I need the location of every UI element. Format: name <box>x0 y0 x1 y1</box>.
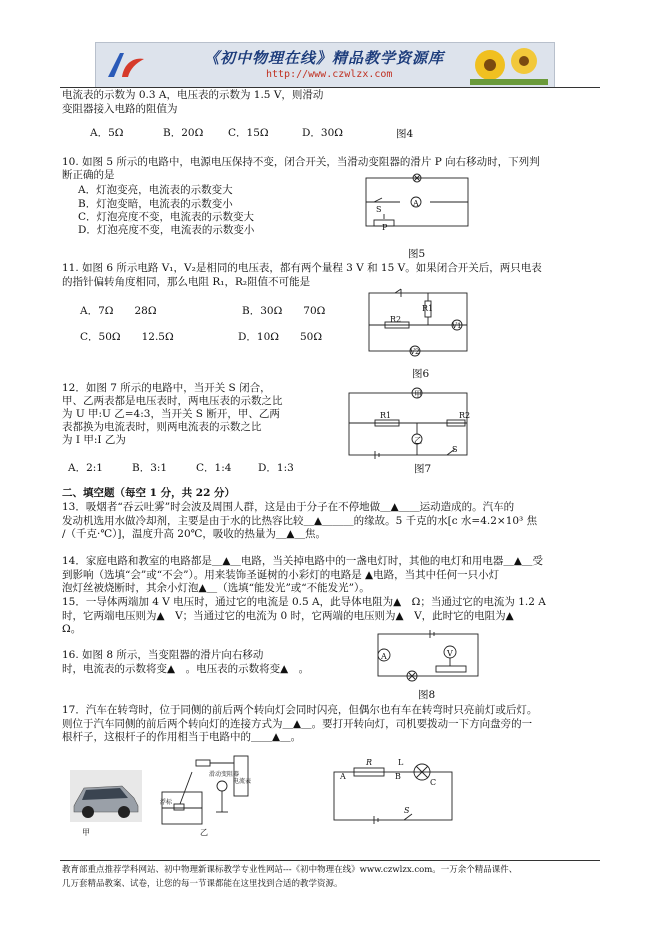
q10-option-b: B．灯泡变暗，电流表的示数变小 <box>78 198 233 210</box>
q9-option-d: D．30Ω <box>302 127 343 139</box>
footer-rule <box>60 860 600 861</box>
q17-line2: 则位于汽车同侧的前后两个转向灯的连接方式为＿▲＿。要打开转向灯，司机要拨动一下方向盘旁的一 <box>62 718 533 730</box>
q14-line1: 14．家庭电路和教室的电路都是＿▲＿电路，当关掉电路中的一盏电灯时，其他的电灯和用电器＿▲＿受 <box>62 555 544 567</box>
fig5-caption: 图5 <box>408 248 426 260</box>
fuel-gauge-float-label: 浮标 <box>160 799 173 806</box>
q13-line3: /（千克·℃）]，温度升高 20℃，吸收的热量为＿▲＿焦。 <box>62 528 326 540</box>
fig9-b-label: B <box>395 772 401 781</box>
fig5-ammeter-label: A <box>413 199 419 208</box>
q11-option-a: A．7Ω 28Ω <box>80 305 157 317</box>
fig8-caption: 图8 <box>418 689 436 701</box>
fig7-r1-label: R1 <box>380 411 392 420</box>
q12-option-c: C．1:4 <box>196 462 232 474</box>
q10-option-d: D．灯泡亮度不变，电流表的示数变小 <box>78 224 255 236</box>
q12-line3: 为 U 甲:U 乙=4:3，当开关 S 断开，甲、乙两 <box>62 408 280 420</box>
q11-line1: 11. 如图 6 所示电路 V₁，V₂是相同的电压表，都有两个量程 3 V 和 15 V。如果闭合开关后，两只电表 <box>62 262 542 274</box>
fig-jia-caption: 甲 <box>82 828 90 837</box>
fig6-caption: 图6 <box>412 368 430 380</box>
q9-option-a: A．5Ω <box>90 127 124 139</box>
q10-line1: 10. 如图 5 所示的电路中，电源电压保持不变，闭合开关，当滑动变阻器的滑片 P 向右移动时，下列判 <box>62 156 540 168</box>
section-heading-fill-in: 二、填空题（每空 1 分，共 22 分） <box>62 487 236 499</box>
q11-option-b: B．30Ω 70Ω <box>242 305 326 317</box>
q12-option-a: A．2:1 <box>68 462 103 474</box>
fig8-ammeter-label: A <box>381 652 387 661</box>
fig7-caption: 图7 <box>414 463 432 475</box>
q9-line2: 变阻器接入电路的阻值为 <box>62 103 178 115</box>
q17-line1: 17．汽车在转弯时，位于同侧的前后两个转向灯会同时闪亮，但偶尔也有车在转弯时只亮前灯或后灯。 <box>62 704 538 716</box>
fig8-circuit-diagram <box>370 628 485 683</box>
fig4-caption: 图4 <box>396 128 414 140</box>
banner-title: 《初中物理在线》精品教学资源库 <box>204 49 445 67</box>
fig7-r2-label: R2 <box>459 411 471 420</box>
fig5-slider-label: P <box>382 223 388 232</box>
fig6-r1-label: R1 <box>422 304 434 313</box>
fig7-switch-label: S <box>452 445 458 454</box>
banner-url: http://www.czwlzx.com <box>266 69 393 80</box>
fuel-gauge-diagram <box>150 752 260 837</box>
q16-line1: 16. 如图 8 所示，当变阻器的滑片向右移动 <box>62 649 264 661</box>
fig-yi-caption: 乙 <box>200 828 208 837</box>
q9-line1: 电流表的示数为 0.3 A，电压表的示数为 1.5 V，则滑动 <box>62 89 324 101</box>
q14-line2: 到影响（选填“会”或“不会”）。用来装饰圣诞树的小彩灯的电路是 ▲电路，当其中任何一只小灯 <box>62 569 500 581</box>
fuel-gauge-ammeter-label: 电流表 <box>233 778 252 785</box>
fig6-v2-label: V2 <box>410 348 420 356</box>
site-logo-icon <box>104 49 148 81</box>
fig9-l-label: L <box>398 758 404 767</box>
fig8-voltmeter-label: V <box>447 649 453 658</box>
q15-line3: Ω。 <box>62 623 82 635</box>
fig9-circuit-diagram <box>330 750 460 825</box>
q12-option-d: D．1:3 <box>258 462 294 474</box>
q14-line3: 泡灯丝被烧断时，其余小灯泡▲＿（选填“能发光”或“不能发光”）。 <box>62 582 370 594</box>
fig9-c-label: C <box>430 778 437 787</box>
q15-line1: 15．一导体两端加 4 V 电压时，通过它的电流是 0.5 A，此导体电阻为▲ Ω；当通过它的电流为 1.2 A <box>62 596 546 608</box>
q10-option-a: A．灯泡变亮，电流表的示数变大 <box>78 184 233 196</box>
q12-line2: 甲、乙两表都是电压表时，两电压表的示数之比 <box>62 395 283 407</box>
q10-line2: 断正确的是 <box>62 169 115 181</box>
q15-line2: 时，它两端电压则为▲ V；当通过它的电流为 0 时，它两端的电压则为▲ V，此时它的电阻为▲ <box>62 610 514 622</box>
fig7-jia-label: 甲 <box>414 390 422 399</box>
q9-option-b: B．20Ω <box>163 127 204 139</box>
sunflower-icon <box>470 45 548 85</box>
fig6-v1-label: V1 <box>452 322 462 330</box>
q12-line4: 表都换为电流表时，则两电流表的示数之比 <box>62 421 262 433</box>
footer-line2: 几万套精品教案、试卷，让您的每一节课都能在这里找到合适的教学资源。 <box>62 879 343 889</box>
fig6-r2-label: R2 <box>390 315 402 324</box>
q12-option-b: B．3:1 <box>132 462 168 474</box>
header-rule <box>60 87 600 88</box>
q11-option-c: C．50Ω 12.5Ω <box>80 331 174 343</box>
footer-line1: 教育部重点推荐学科网站、初中物理新课标教学专业性网站---《初中物理在线》www.czwlzx.com。一万余个精品课件、 <box>62 865 518 875</box>
q16-line2: 时，电流表的示数将变▲ 。电压表的示数将变▲ 。 <box>62 663 310 675</box>
q9-option-c: C．15Ω <box>228 127 269 139</box>
car-photo-icon <box>70 770 142 822</box>
q12-line5: 为 I 甲:I 乙为 <box>62 434 126 446</box>
fig9-s-label: S <box>404 806 410 815</box>
fig9-r-label: R <box>366 758 373 767</box>
q13-line2: 发动机选用水做冷却剂，主要是由于水的比热容比较＿▲＿＿＿的缘故。5 千克的水[c 水=4.2×10³ 焦 <box>62 515 538 527</box>
fuel-gauge-slide-label: 滑动变阻器 <box>209 771 240 778</box>
fig5-switch-label: S <box>376 205 382 214</box>
q17-line3: 根杆子，这根杆子的作用相当于电路中的＿＿▲＿。 <box>62 731 302 743</box>
q13-line1: 13．吸烟者“吞云吐雾”时会波及周围人群，这是由于分子在不停地做＿▲＿＿运动造成的。汽车的 <box>62 501 515 513</box>
q11-line2: 的指针偏转角度相同，那么电阻 R₁，R₂阻值不可能是 <box>62 276 311 288</box>
q12-line1: 12．如图 7 所示的电路中，当开关 S 闭合， <box>62 382 271 394</box>
q10-option-c: C．灯泡亮度不变，电流表的示数变大 <box>78 211 255 223</box>
header-banner <box>95 42 555 88</box>
q11-option-d: D．10Ω 50Ω <box>238 331 323 343</box>
fig7-yi-label: 乙 <box>414 436 422 445</box>
fig9-a-label: A <box>340 772 346 781</box>
